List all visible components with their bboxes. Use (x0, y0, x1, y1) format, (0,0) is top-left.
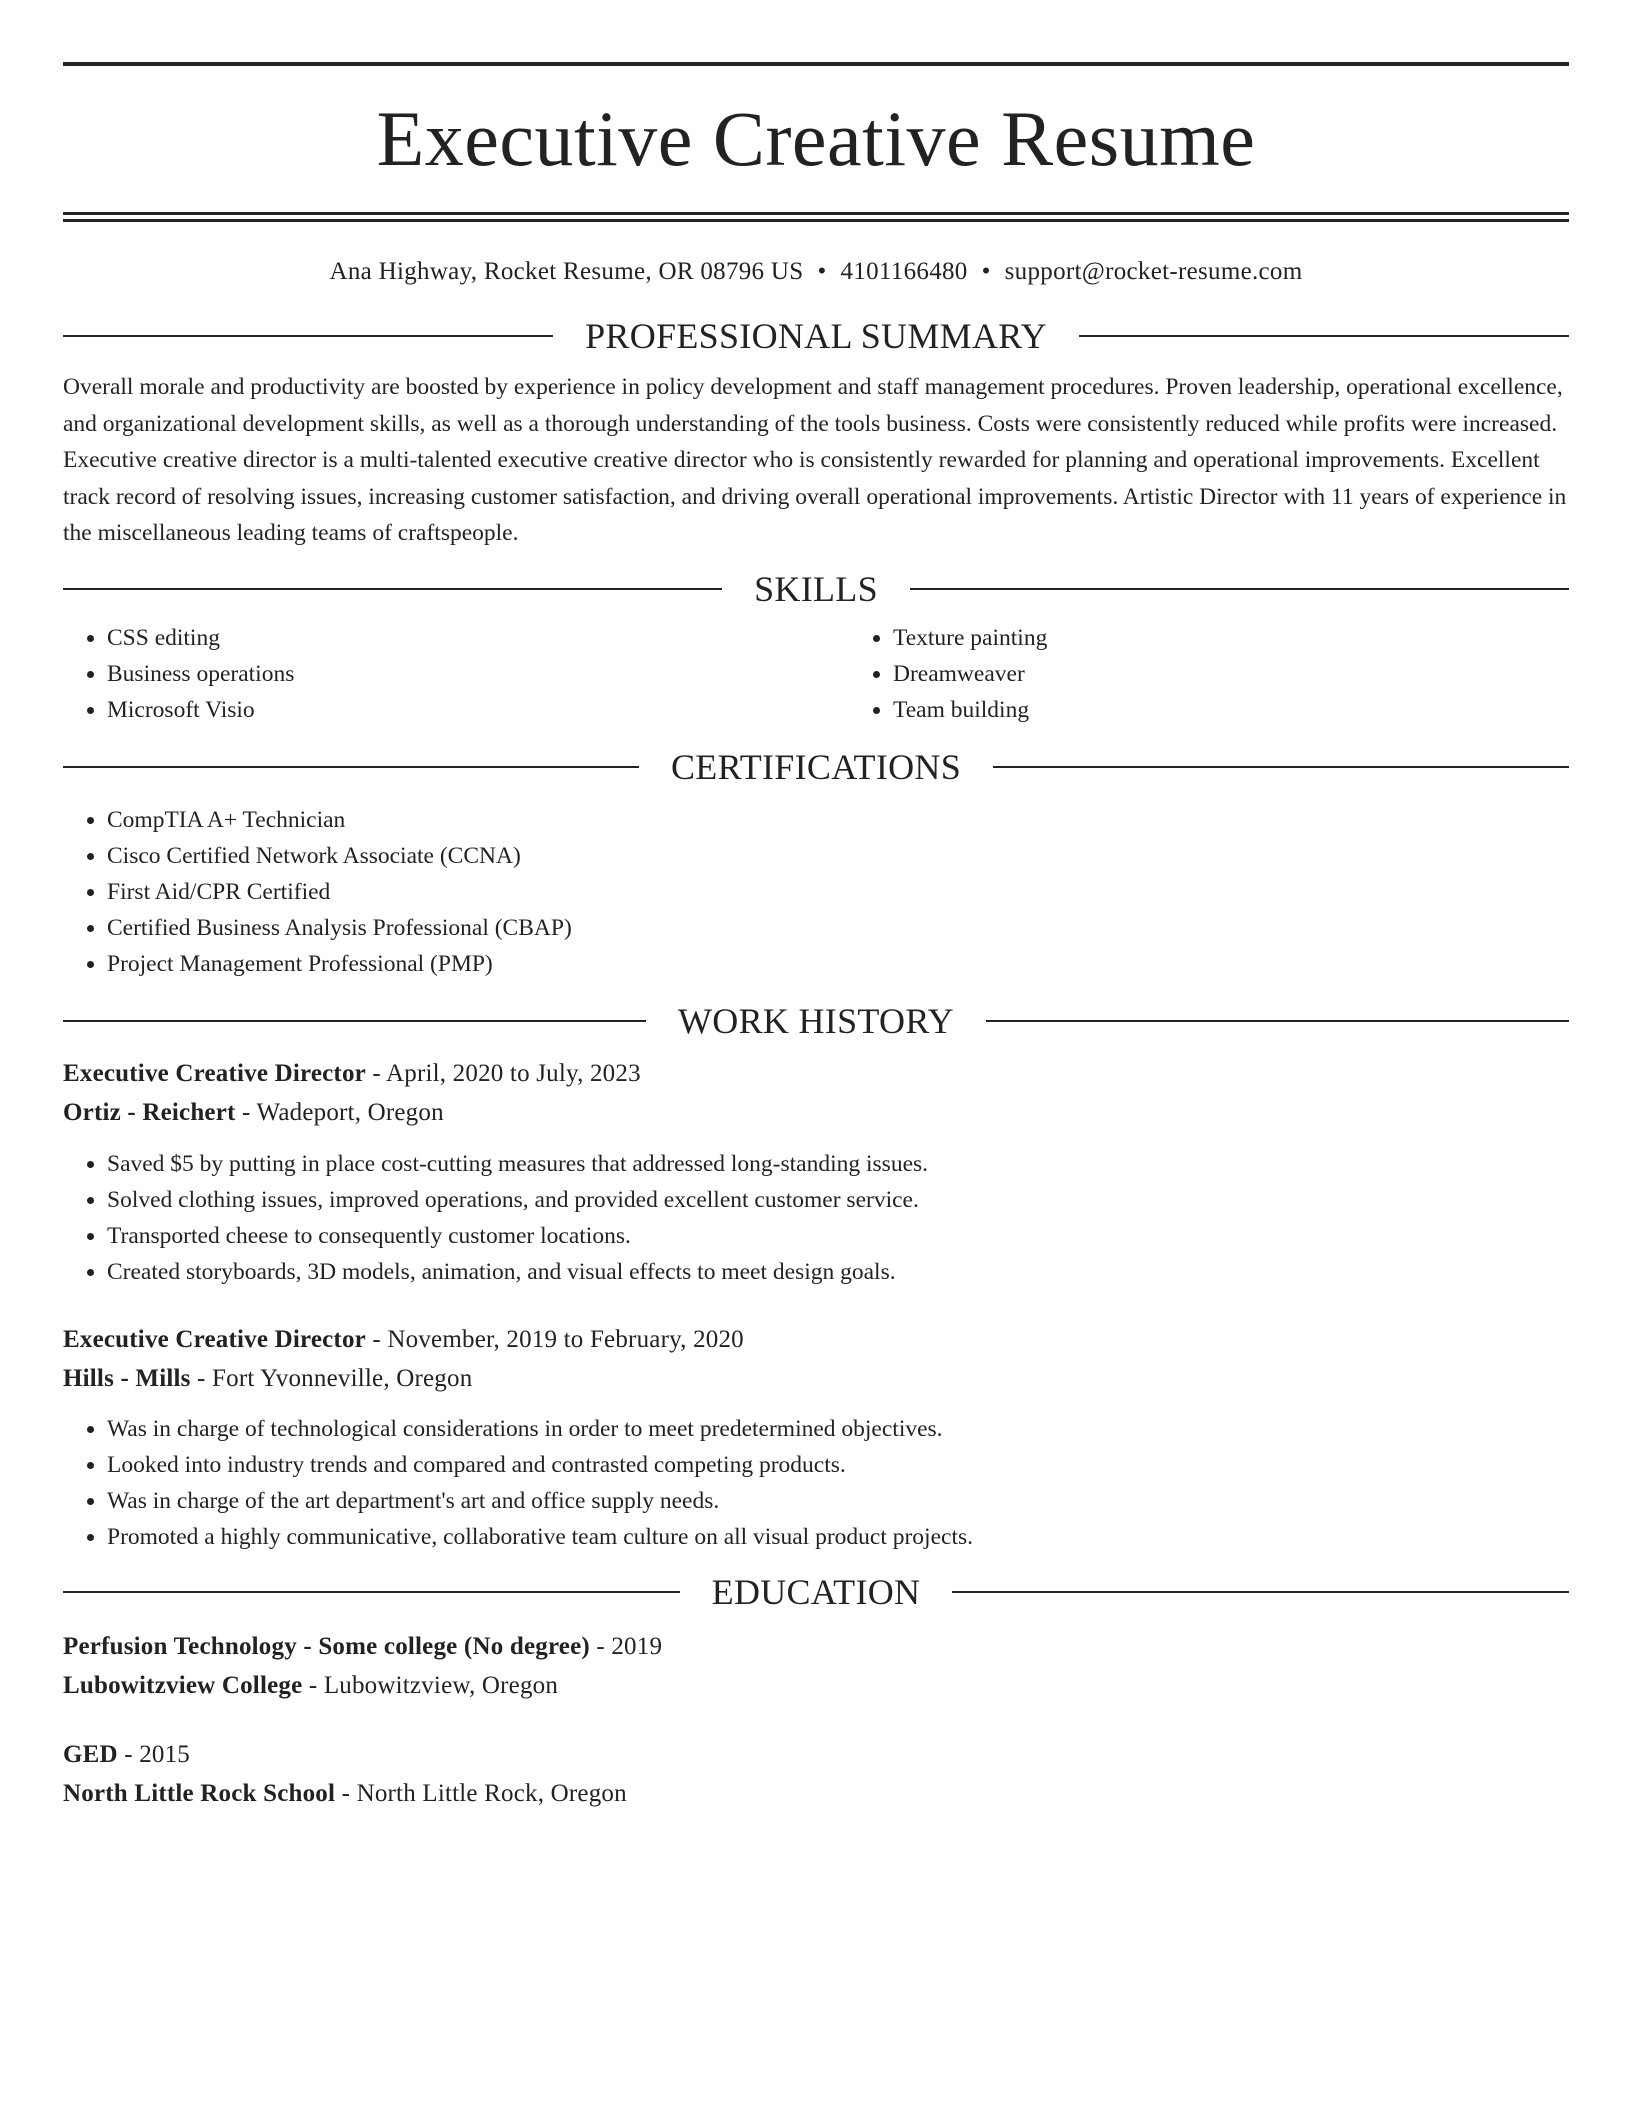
resume-page (63, 0, 1569, 1813)
heading-rule (993, 766, 1569, 768)
education-school: North Little Rock School (63, 1779, 336, 1807)
job-bullet: • Promoted a highly communicative, collaborative team culture on all visual product projects. (107, 1519, 1569, 1555)
education-location: - North Little Rock, Oregon (335, 1779, 627, 1807)
certification-item: • Certified Business Analysis Professional (CBAP) (107, 910, 1569, 946)
section-heading-certifications (63, 742, 1569, 792)
job-title: Executive Creative Director (63, 1059, 366, 1087)
job-company: Hills - Mills (63, 1364, 191, 1392)
job-bullet: • Solved clothing issues, improved operations, and provided excellent customer service. (107, 1182, 1569, 1218)
job-company: Ortiz - Reichert (63, 1098, 236, 1126)
contact-separator: • (817, 258, 827, 285)
job-entry (63, 1320, 1569, 1555)
skill-item: • Business operations (107, 656, 849, 692)
heading-rule (63, 588, 722, 590)
title-double-rule (63, 212, 1569, 222)
job-bullet: • Saved $5 by putting in place cost-cutting measures that addressed long-standing issues. (107, 1146, 1569, 1182)
skill-item: • Texture painting (893, 620, 1047, 656)
education-entry (63, 1735, 1569, 1813)
heading-rule (1079, 335, 1569, 337)
heading-rule (952, 1591, 1569, 1593)
job-company-line (63, 1093, 1569, 1132)
job-title-line (63, 1320, 1569, 1359)
heading-rule (63, 1591, 680, 1593)
job-dates: - November, 2019 to February, 2020 (365, 1325, 744, 1353)
job-location: - Wadeport, Oregon (235, 1098, 444, 1126)
contact-separator: • (981, 258, 991, 285)
heading-rule (910, 588, 1569, 590)
heading-rule (63, 766, 639, 768)
job-bullet: • Transported cheese to consequently customer locations. (107, 1218, 1569, 1254)
skill-item: • Team building (893, 692, 1047, 728)
section-heading-label: WORK HISTORY (678, 1000, 954, 1041)
certification-item: • Cisco Certified Network Associate (CCNA) (107, 838, 1569, 874)
job-bullets (63, 1411, 1569, 1555)
section-heading-education (63, 1567, 1569, 1617)
job-location: - Fort Yvonneville, Oregon (190, 1364, 473, 1392)
job-bullet: • Looked into industry trends and compared and contrasted competing products. (107, 1447, 1569, 1483)
skills-column-right (849, 620, 1047, 728)
contact-phone: 4101166480 (840, 258, 968, 285)
certifications-list (63, 802, 1569, 982)
job-entry (63, 1054, 1569, 1290)
heading-rule (63, 1020, 646, 1022)
education-degree: Perfusion Technology - Some college (No degree) (63, 1632, 590, 1660)
contact-email: support@rocket-resume.com (1004, 258, 1303, 285)
certification-item: • CompTIA A+ Technician (107, 802, 1569, 838)
skills-list (63, 620, 1569, 728)
education-year: - 2015 (117, 1740, 191, 1768)
job-bullet: • Was in charge of technological considerations in order to meet predetermined objectives. (107, 1411, 1569, 1447)
heading-rule (986, 1020, 1569, 1022)
resume-title: Executive Creative Resume (376, 95, 1256, 182)
section-heading-label: CERTIFICATIONS (670, 746, 962, 787)
skill-item: • CSS editing (107, 620, 849, 656)
education-degree-line (63, 1735, 1569, 1774)
section-heading-label: EDUCATION (711, 1571, 921, 1612)
job-company-line (63, 1359, 1569, 1398)
skills-column-left (63, 620, 849, 728)
education-year: - 2019 (589, 1632, 663, 1660)
education-school-line (63, 1774, 1569, 1813)
job-title-line (63, 1054, 1569, 1093)
contact-line (63, 257, 1569, 287)
education-degree: GED (63, 1740, 118, 1768)
skill-item: • Dreamweaver (893, 656, 1047, 692)
certification-item: • Project Management Professional (PMP) (107, 946, 1569, 982)
education-degree-line (63, 1627, 1569, 1666)
education-school-line (63, 1666, 1569, 1705)
section-heading-label: PROFESSIONAL SUMMARY (585, 316, 1047, 356)
job-bullets (63, 1146, 1569, 1290)
skill-item: • Microsoft Visio (107, 692, 849, 728)
section-heading-work-history (63, 996, 1569, 1046)
job-bullet: • Created storyboards, 3D models, animation, and visual effects to meet design goals. (107, 1254, 1569, 1290)
job-dates: - April, 2020 to July, 2023 (365, 1059, 641, 1087)
job-title: Executive Creative Director (63, 1325, 366, 1353)
heading-rule (63, 335, 553, 337)
education-school: Lubowitzview College (63, 1671, 303, 1699)
section-heading-label: SKILLS (754, 568, 878, 609)
contact-address: Ana Highway, Rocket Resume, OR 08796 US (329, 258, 804, 285)
section-heading-skills (63, 564, 1569, 614)
education-location: - Lubowitzview, Oregon (302, 1671, 559, 1699)
summary-text: Overall morale and productivity are boosted by experience in policy development and staff management procedures. Proven leadership, operational excellence, and organizational development skills, as well as a thorough understanding of the tools business. Costs were consistently reduced while profits were increased. Executive creative director is a multi-talented executive creative director who is consistently rewarded for planning and operational improvements. Excellent track record of resolving issues, increasing customer satisfaction, and driving overall operational improvements. Artistic Director with 11 years of experience in the miscellaneous leading teams of craftspeople. (63, 374, 1567, 546)
section-heading-summary (63, 311, 1569, 361)
certification-item: • First Aid/CPR Certified (107, 874, 1569, 910)
education-entry (63, 1627, 1569, 1705)
job-bullet: • Was in charge of the art department's art and office supply needs. (107, 1483, 1569, 1519)
